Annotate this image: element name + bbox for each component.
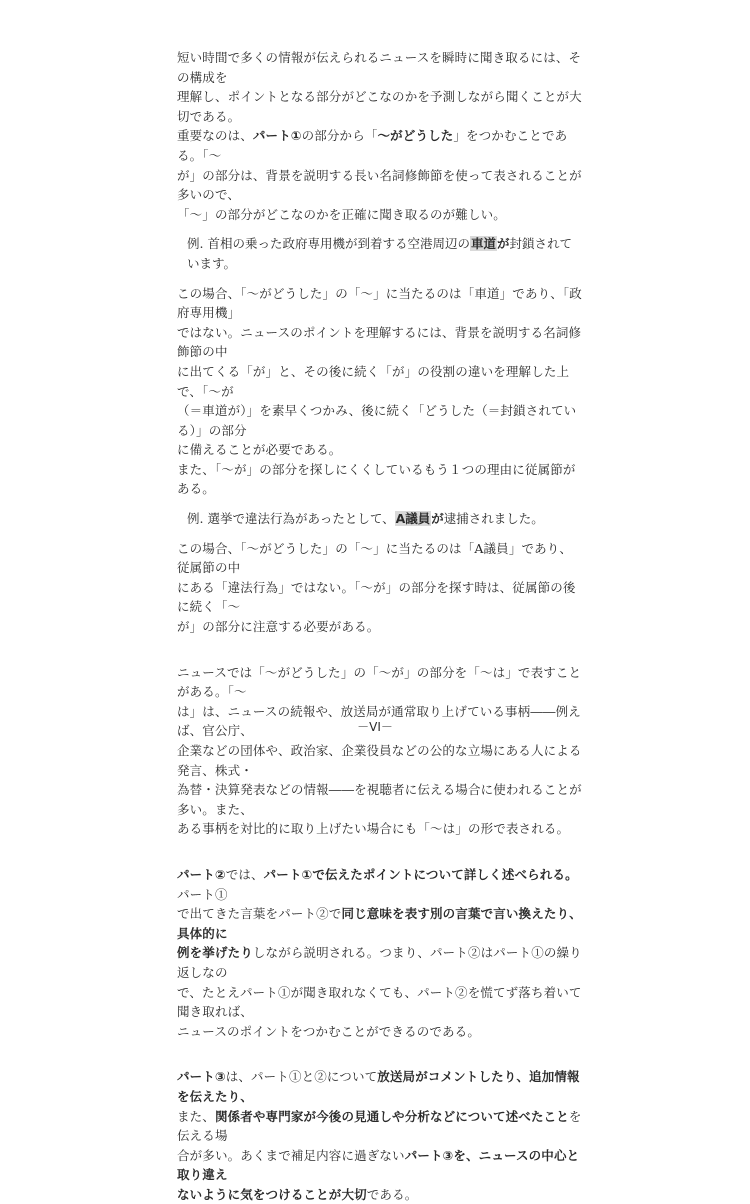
page-body — [177, 48, 582, 1204]
highlighted-subject: A議員 — [395, 511, 431, 527]
example-sentence-2: 例. 選挙で違法行為があったとして、A議員が逮捕されました。 — [187, 511, 544, 527]
highlighted-subject: 車道 — [470, 236, 496, 252]
text-line: で出てきた言葉をパート②で同じ意味を表す別の言葉で言い換えたり、具体的に — [177, 906, 582, 941]
text-line: 理解し、ポイントとなる部分がどこなのかを予測しながら聞くことが大切である。 — [177, 89, 582, 124]
page-number: －VI－ — [357, 720, 393, 734]
text-line: 重要なのは、パート①の部分から「～がどうした」をつかむことである。「～ — [177, 128, 568, 163]
text-line: ないように気をつけることが大切である。 — [177, 1186, 418, 1202]
text-line: （＝車道が）」を素早くつかみ、後に続く「どうした（＝封鎖されている）」の部分 — [177, 403, 577, 438]
text-line: が」の部分に注意する必要がある。 — [177, 619, 380, 635]
paragraph-part3 — [177, 1067, 582, 1204]
text-line: パート②では、パート①で伝えたポイントについて詳しく述べられる。パート① — [177, 866, 578, 902]
text-line: 「～」の部分がどこなのかを正確に聞き取るのが難しい。 — [177, 206, 506, 222]
text-line: パート③は、パート①と②について放送局がコメントしたり、追加情報を伝えたり、 — [177, 1069, 580, 1104]
example-sentence-1: 例. 首相の乗った政府専用機が到着する空港周辺の車道が封鎖されています。 — [187, 236, 572, 271]
paragraph-explanation-1 — [177, 284, 582, 500]
text-line: ニュースのポイントをつかむことができるのである。 — [177, 1023, 480, 1039]
text-line: ある事柄を対比的に取り上げたい場合にも「～は」の形で表される。 — [177, 821, 570, 837]
text-line: また、「～が」の部分を探しにくくしているもう１つの理由に従属節がある。 — [177, 461, 576, 497]
text-line: 企業などの団体や、政治家、企業役員などの公的な立場にある人による発言、株式・ — [177, 743, 582, 778]
emphasis-part1: パート① — [252, 128, 302, 144]
paragraph-intro — [177, 48, 582, 224]
text-line: で、たとえパート①が聞き取れなくても、パート②を慌てず落ち着いて聞き取れば、 — [177, 984, 582, 1020]
text-line: に出てくる「が」と、その後に続く「が」の役割の違いを理解した上で、「～が — [177, 363, 570, 399]
text-line: 為替・決算発表などの情報――を視聴者に伝える場合に使われることが多い。また、 — [177, 782, 582, 817]
text-line: この場合、「～がどうした」の「～」に当たるのは「車道」であり、「政府専用機」 — [177, 285, 582, 321]
text-line: ニュースでは「～がどうした」の「～が」の部分を「～は」で表すことがある。「～ — [177, 664, 582, 700]
text-line: が」の部分は、背景を説明する長い名詞修飾節を使って表されることが多いので、 — [177, 167, 582, 203]
text-line: に備えることが必要である。 — [177, 442, 342, 458]
text-line: 合が多い。あくまで補足内容に過ぎないパート③を、ニュースの中心と取り違え — [177, 1147, 580, 1183]
text-line: 例を挙げたりしながら説明される。つまり、パート②はパート①の繰り返しなの — [177, 945, 582, 980]
paragraph-part2 — [177, 865, 582, 1041]
text-line: ではない。ニュースのポイントを理解するには、背景を説明する名詞修飾節の中 — [177, 324, 582, 360]
emphasis-gadoushita: ～がどうした — [377, 128, 454, 144]
text-line: 短い時間で多くの情報が伝えられるニュースを瞬時に聞き取るには、その構成を — [177, 50, 582, 85]
text-line: この場合、「～がどうした」の「～」に当たるのは「A議員」であり、従属節の中 — [177, 540, 573, 576]
paragraph-wa-usage — [177, 663, 582, 839]
text-line: また、関係者や専門家が今後の見通しや分析などについて述べたことを伝える場 — [177, 1108, 582, 1144]
text-line: にある「違法行為」ではない。「～が」の部分を探す時は、従属節の後に続く「～ — [177, 579, 576, 615]
paragraph-explanation-2 — [177, 539, 582, 637]
text-line: は」は、ニュースの続報や、放送局が通常取り上げている事柄――例えば、官公庁、 — [177, 703, 581, 739]
